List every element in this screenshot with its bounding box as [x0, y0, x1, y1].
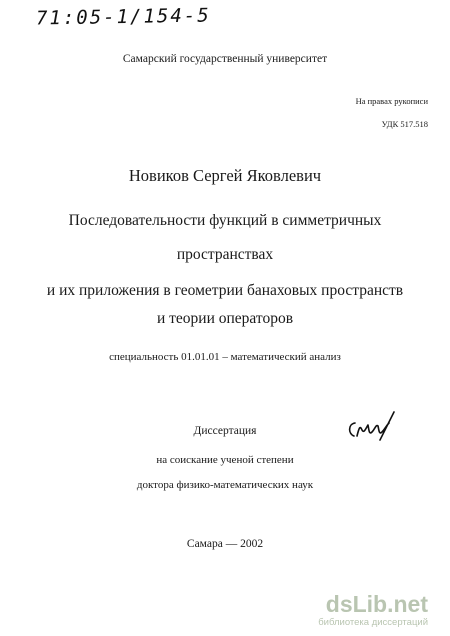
udk-code: УДК 517.518 — [381, 119, 428, 129]
title-line-3: и их приложения в геометрии банаховых пространств — [46, 282, 404, 299]
university-name: Самарский государственный университет — [122, 53, 328, 65]
title-line-2: пространствах — [176, 246, 274, 263]
degree-line-1: на соискание ученой степени — [156, 454, 294, 466]
dslib-logo: dsLib.net — [325, 591, 428, 617]
dslib-watermark — [318, 593, 428, 628]
author-name: Новиков Сергей Яковлевич — [128, 166, 322, 185]
title-line-1: Последовательности функций в симметричных — [68, 212, 382, 229]
degree-line-2: доктора физико-математических наук — [136, 479, 314, 491]
dissertation-label: Диссертация — [193, 425, 257, 437]
manuscript-rights-note: На правах рукописи — [355, 96, 428, 106]
title-line-4: и теории операторов — [156, 310, 294, 327]
dslib-caption: библиотека диссертаций — [318, 617, 428, 628]
city-year: Самара — 2002 — [186, 538, 264, 550]
library-stamp: 71:05-1/154-5 — [35, 4, 211, 30]
specialty-line: специальность 01.01.01 – математический анализ — [109, 351, 341, 363]
handwritten-signature — [344, 410, 396, 446]
